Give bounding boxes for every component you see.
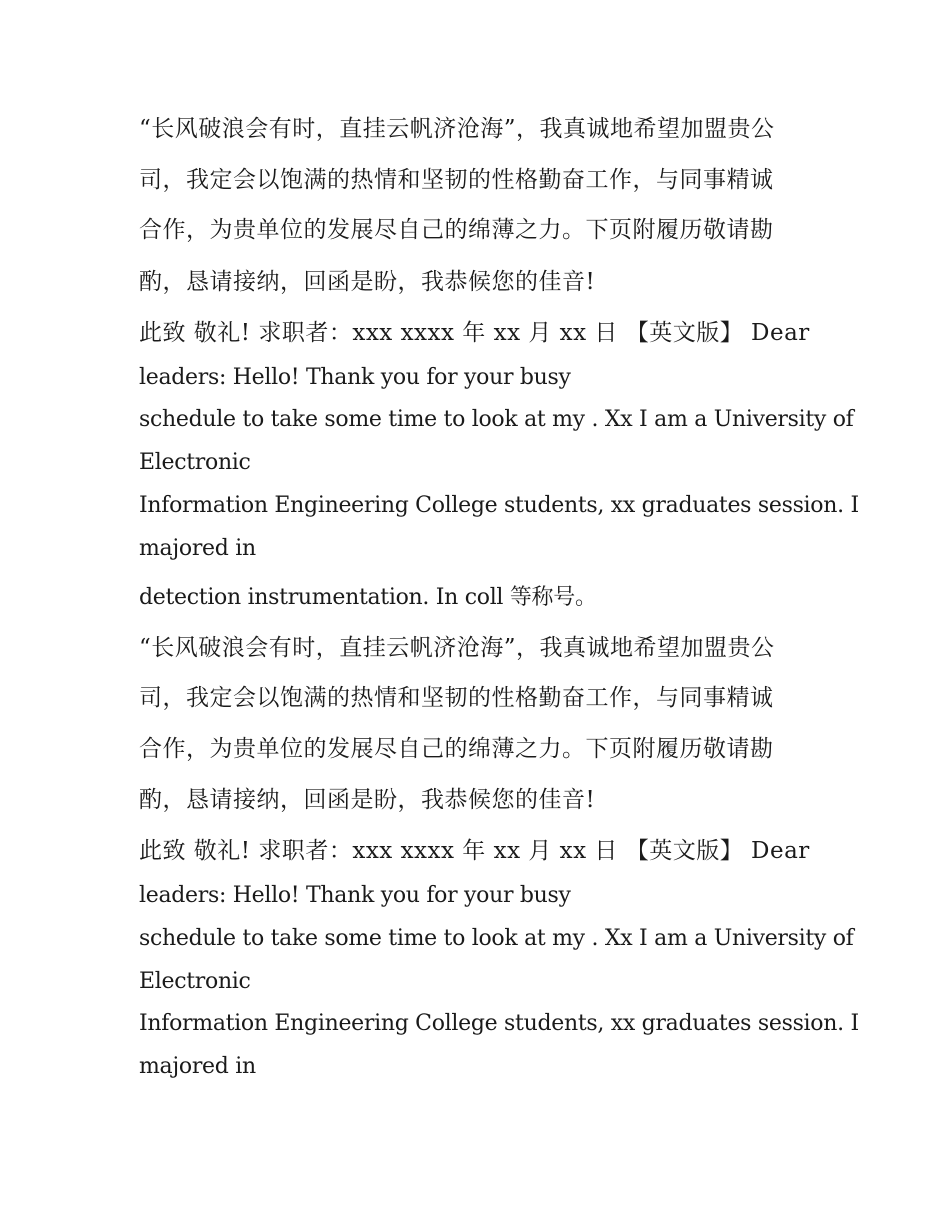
paragraph-line: leaders: Hello! Thank you for your busy	[139, 365, 571, 390]
paragraph-line: detection instrumentation. In coll 等称号。	[139, 585, 597, 610]
paragraph-line: 司，我定会以饱满的热情和坚韧的性格勤奋工作，与同事精诚	[139, 167, 774, 193]
paragraph-line: majored in	[139, 1054, 256, 1079]
paragraph-line: 此致 敬礼! 求职者：xxx xxxx 年 xx 月 xx 日 【英文版】 Dear	[139, 320, 810, 346]
paragraph-line: Electronic	[139, 450, 251, 475]
paragraph-line: 此致 敬礼! 求职者：xxx xxxx 年 xx 月 xx 日 【英文版】 Dear	[139, 838, 810, 864]
paragraph-line: majored in	[139, 536, 256, 561]
paragraph-line: schedule to take some time to look at my . Xx I am a University of	[139, 407, 854, 432]
paragraph-line: Information Engineering College students, xx graduates session. I	[139, 493, 859, 518]
paragraph-line: 合作，为贵单位的发展尽自己的绵薄之力。下页附履历敬请勘	[139, 217, 774, 243]
paragraph-line: “长风破浪会有时，直挂云帆济沧海”，我真诚地希望加盟贵公	[139, 116, 775, 142]
paragraph-line: 酌，恳请接纳，回函是盼，我恭候您的佳音!	[139, 269, 596, 295]
paragraph-line: schedule to take some time to look at my . Xx I am a University of	[139, 926, 854, 951]
paragraph-line: 合作，为贵单位的发展尽自己的绵薄之力。下页附履历敬请勘	[139, 736, 774, 762]
paragraph-line: 酌，恳请接纳，回函是盼，我恭候您的佳音!	[139, 787, 596, 813]
paragraph-line: 司，我定会以饱满的热情和坚韧的性格勤奋工作，与同事精诚	[139, 685, 774, 711]
paragraph-line: Information Engineering College students, xx graduates session. I	[139, 1011, 859, 1036]
paragraph-line: leaders: Hello! Thank you for your busy	[139, 883, 571, 908]
paragraph-line: “长风破浪会有时，直挂云帆济沧海”，我真诚地希望加盟贵公	[139, 635, 775, 661]
paragraph-line: Electronic	[139, 969, 251, 994]
